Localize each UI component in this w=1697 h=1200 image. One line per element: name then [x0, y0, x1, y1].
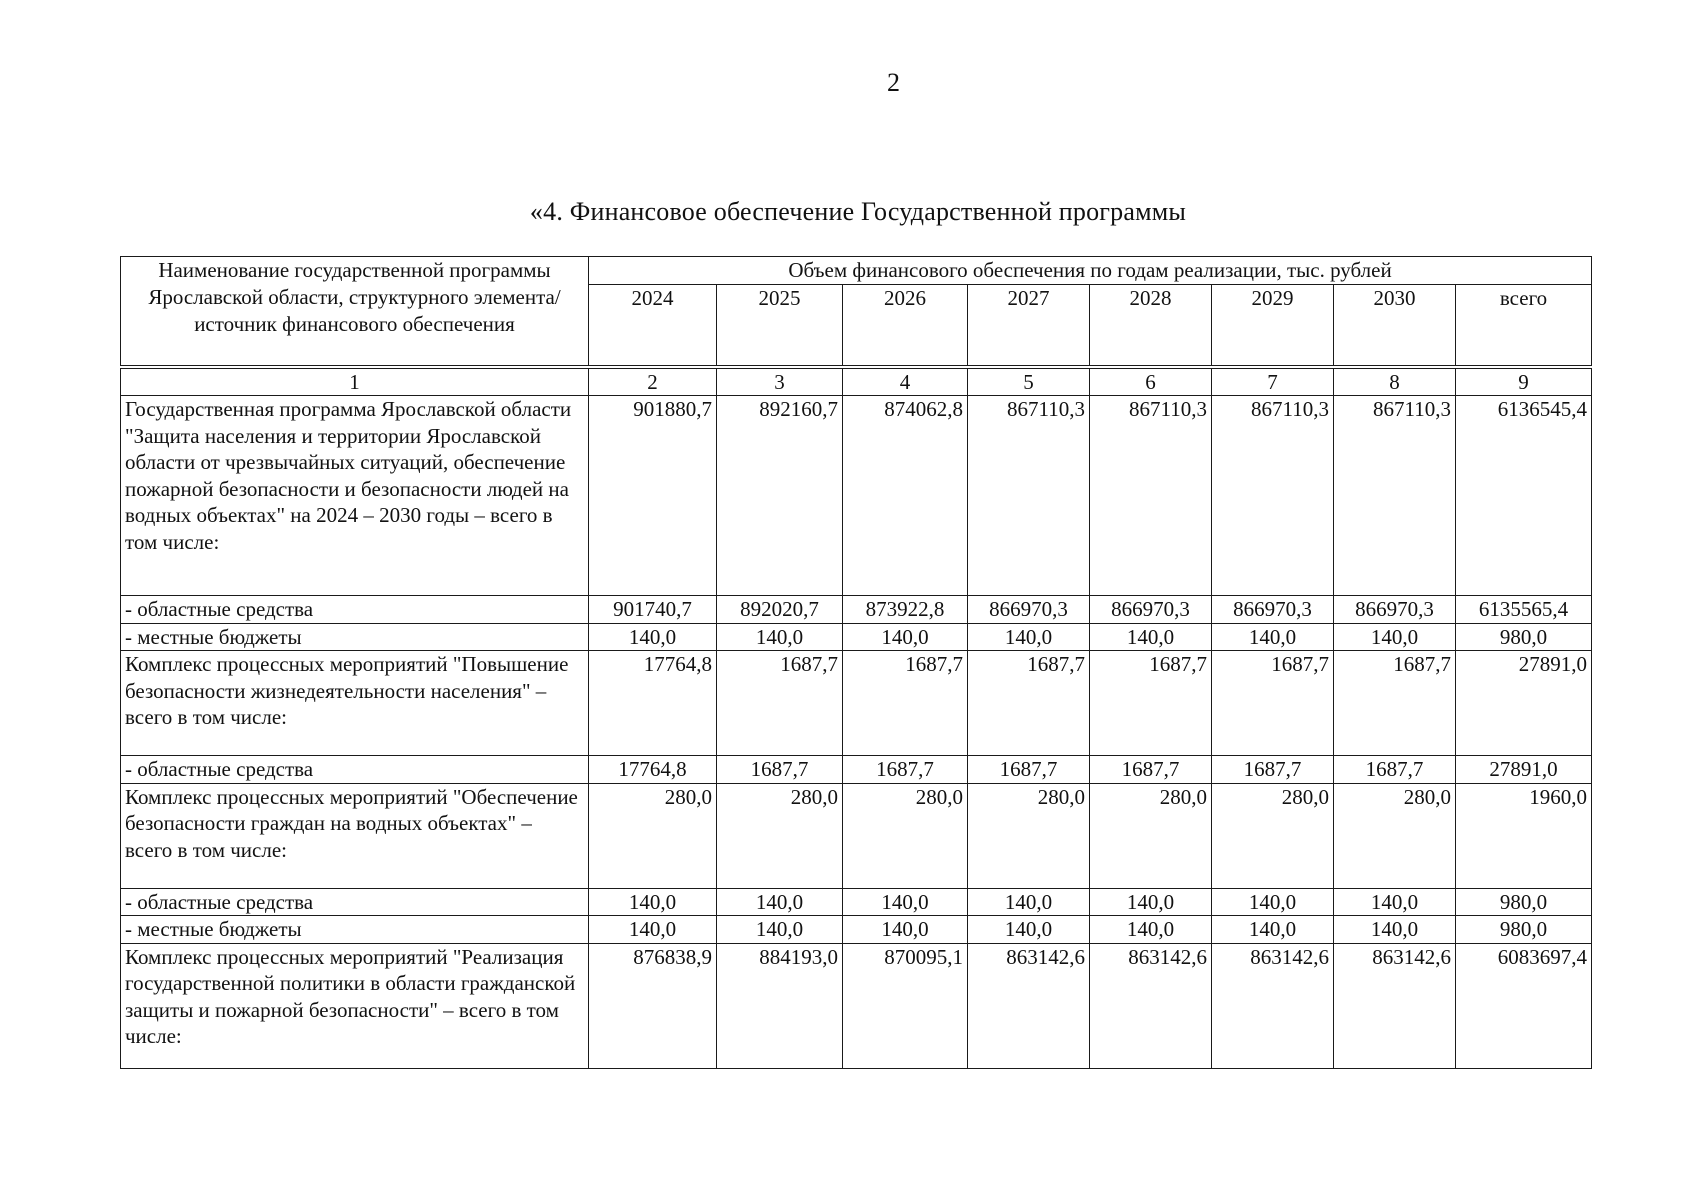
row-name-cell: Комплекс процессных мероприятий "Обеспечение безопасности граждан на водных объектах" – всего в том числе: [121, 783, 589, 888]
year-header-cell: 2030 [1334, 284, 1456, 367]
row-value-cell: 140,0 [717, 888, 843, 916]
row-name-cell: Государственная программа Ярославской области "Защита населения и территории Ярославской области от чрезвычайных ситуаций, обеспечение пожарной безопасности и безопасности людей на водных объектах" на 2024 – 2030 годы – всего в том числе: [121, 396, 589, 596]
column-number-cell: 3 [717, 367, 843, 396]
table-row [121, 916, 1592, 944]
page-number: 2 [887, 68, 900, 97]
year-header-cell: 2029 [1212, 284, 1334, 367]
row-name-cell: - областные средства [121, 888, 589, 916]
row-value-cell: 866970,3 [1090, 596, 1212, 624]
row-value-cell: 140,0 [843, 623, 968, 651]
row-value-cell: 280,0 [1090, 783, 1212, 888]
row-value-cell: 17764,8 [589, 756, 717, 784]
row-value-cell: 1687,7 [1334, 756, 1456, 784]
row-value-cell: 1687,7 [1090, 651, 1212, 756]
year-header-cell: 2027 [968, 284, 1090, 367]
row-value-cell: 870095,1 [843, 943, 968, 1068]
row-total-cell: 980,0 [1456, 888, 1592, 916]
row-value-cell: 140,0 [717, 916, 843, 944]
row-value-cell: 280,0 [968, 783, 1090, 888]
table-row [121, 888, 1592, 916]
row-total-cell: 6136545,4 [1456, 396, 1592, 596]
row-value-cell: 140,0 [1090, 888, 1212, 916]
row-value-cell: 140,0 [589, 916, 717, 944]
row-value-cell: 863142,6 [1090, 943, 1212, 1068]
table-row [121, 623, 1592, 651]
row-value-cell: 280,0 [1212, 783, 1334, 888]
row-value-cell: 280,0 [1334, 783, 1456, 888]
row-value-cell: 1687,7 [968, 651, 1090, 756]
row-value-cell: 867110,3 [1334, 396, 1456, 596]
row-value-cell: 873922,8 [843, 596, 968, 624]
row-value-cell: 140,0 [1090, 623, 1212, 651]
row-value-cell: 140,0 [1090, 916, 1212, 944]
row-value-cell: 140,0 [1334, 623, 1456, 651]
row-value-cell: 1687,7 [1334, 651, 1456, 756]
row-value-cell: 892160,7 [717, 396, 843, 596]
column-number-cell: 7 [1212, 367, 1334, 396]
row-name-cell: - местные бюджеты [121, 623, 589, 651]
column-number-cell: 8 [1334, 367, 1456, 396]
row-value-cell: 1687,7 [843, 651, 968, 756]
year-header-cell: 2025 [717, 284, 843, 367]
row-total-cell: 1960,0 [1456, 783, 1592, 888]
row-value-cell: 863142,6 [1212, 943, 1334, 1068]
header-name-cell: Наименование государственной программы Ярославской области, структурного элемента/ источник финансового обеспечения [121, 257, 589, 367]
row-value-cell: 140,0 [1212, 623, 1334, 651]
row-total-cell: 27891,0 [1456, 651, 1592, 756]
row-name-cell: - областные средства [121, 756, 589, 784]
table-row [121, 783, 1592, 888]
header-group-cell: Объем финансового обеспечения по годам реализации, тыс. рублей [589, 257, 1592, 285]
table-row [121, 756, 1592, 784]
row-value-cell: 1687,7 [968, 756, 1090, 784]
row-value-cell: 901880,7 [589, 396, 717, 596]
row-value-cell: 866970,3 [1212, 596, 1334, 624]
row-value-cell: 280,0 [717, 783, 843, 888]
row-total-cell: 6135565,4 [1456, 596, 1592, 624]
row-value-cell: 1687,7 [717, 756, 843, 784]
row-value-cell: 140,0 [1212, 888, 1334, 916]
row-value-cell: 1687,7 [1212, 651, 1334, 756]
row-value-cell: 1687,7 [1212, 756, 1334, 784]
column-number-cell: 9 [1456, 367, 1592, 396]
row-total-cell: 27891,0 [1456, 756, 1592, 784]
row-value-cell: 280,0 [843, 783, 968, 888]
year-header-cell: 2028 [1090, 284, 1212, 367]
row-value-cell: 1687,7 [843, 756, 968, 784]
section-title: «4. Финансовое обеспечение Государственной программы [529, 197, 1187, 226]
row-value-cell: 1687,7 [1090, 756, 1212, 784]
table-body [121, 396, 1592, 1069]
table-row [121, 943, 1592, 1068]
row-value-cell: 140,0 [968, 623, 1090, 651]
row-value-cell: 876838,9 [589, 943, 717, 1068]
row-value-cell: 863142,6 [968, 943, 1090, 1068]
row-value-cell: 874062,8 [843, 396, 968, 596]
row-value-cell: 140,0 [843, 888, 968, 916]
column-number-cell: 5 [968, 367, 1090, 396]
table-row [121, 396, 1592, 596]
row-value-cell: 17764,8 [589, 651, 717, 756]
column-number-row [121, 367, 1592, 396]
row-value-cell: 863142,6 [1334, 943, 1456, 1068]
column-number-cell: 1 [121, 367, 589, 396]
row-value-cell: 140,0 [1212, 916, 1334, 944]
row-total-cell: 980,0 [1456, 623, 1592, 651]
year-header-cell: 2026 [843, 284, 968, 367]
row-value-cell: 866970,3 [968, 596, 1090, 624]
column-number-cell: 2 [589, 367, 717, 396]
row-total-cell: 6083697,4 [1456, 943, 1592, 1068]
table-row [121, 596, 1592, 624]
row-value-cell: 1687,7 [717, 651, 843, 756]
table-header-row [121, 257, 1592, 285]
row-value-cell: 867110,3 [968, 396, 1090, 596]
row-total-cell: 980,0 [1456, 916, 1592, 944]
row-value-cell: 866970,3 [1334, 596, 1456, 624]
total-header-cell: всего [1456, 284, 1592, 367]
row-value-cell: 140,0 [843, 916, 968, 944]
row-name-cell: - местные бюджеты [121, 916, 589, 944]
row-value-cell: 140,0 [1334, 916, 1456, 944]
row-value-cell: 892020,7 [717, 596, 843, 624]
row-name-cell: Комплекс процессных мероприятий "Повышение безопасности жизнедеятельности населения" – всего в том числе: [121, 651, 589, 756]
row-value-cell: 140,0 [717, 623, 843, 651]
financing-table [120, 256, 1592, 1069]
row-value-cell: 884193,0 [717, 943, 843, 1068]
row-value-cell: 140,0 [589, 888, 717, 916]
row-value-cell: 140,0 [968, 888, 1090, 916]
row-value-cell: 140,0 [589, 623, 717, 651]
row-value-cell: 140,0 [1334, 888, 1456, 916]
row-value-cell: 901740,7 [589, 596, 717, 624]
row-value-cell: 867110,3 [1212, 396, 1334, 596]
year-header-cell: 2024 [589, 284, 717, 367]
column-number-cell: 6 [1090, 367, 1212, 396]
row-value-cell: 140,0 [968, 916, 1090, 944]
row-value-cell: 867110,3 [1090, 396, 1212, 596]
table-row [121, 651, 1592, 756]
row-name-cell: - областные средства [121, 596, 589, 624]
row-value-cell: 280,0 [589, 783, 717, 888]
column-number-cell: 4 [843, 367, 968, 396]
row-name-cell: Комплекс процессных мероприятий "Реализация государственной политики в области гражданской защиты и пожарной безопасности" – всего в том числе: [121, 943, 589, 1068]
